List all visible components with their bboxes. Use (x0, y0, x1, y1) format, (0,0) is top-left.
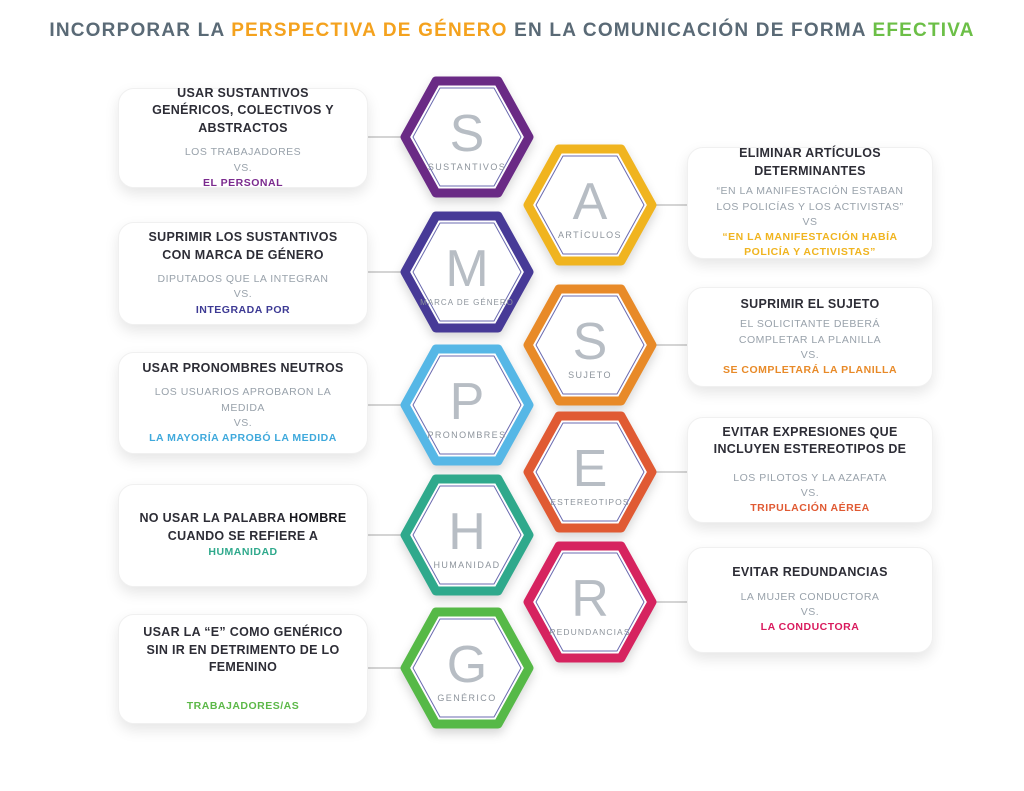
card-result: TRIPULACIÓN AÉREA (750, 502, 870, 515)
card-vs: VS. (800, 348, 820, 361)
hexagon-label: SUJETO (568, 370, 612, 380)
card-vs: VS (802, 215, 818, 228)
card-result: LA CONDUCTORA (760, 621, 860, 634)
card-result: LA MAYORÍA APROBÓ LA MEDIDA (149, 431, 337, 444)
card-title: USAR SUSTANTIVOS GENÉRICOS, COLECTIVOS Y ABSTRACTOS (152, 85, 334, 135)
card-estereotipos (687, 417, 933, 523)
card-title: USAR LA “E” COMO GENÉRICO SIN IR EN DETRIMENTO DE LO FEMENINO (143, 625, 343, 675)
hexagon-letter: E (572, 440, 608, 498)
card-result: TRABAJADORES/AS (186, 699, 300, 712)
hexagon-label: GENÉRICO (437, 693, 497, 703)
hexagon-humanidad (399, 471, 535, 599)
title-part-1: INCORPORAR LA (49, 20, 232, 41)
card-title: EVITAR REDUNDANCIAS (732, 565, 888, 580)
card-vs: VS. (800, 606, 820, 619)
hexagon-letter: H (448, 503, 486, 561)
hexagon-letter: S (572, 313, 608, 371)
card-title: SUPRIMIR LOS SUSTANTIVOS CON MARCA DE GÉNERO (148, 230, 338, 262)
hexagon-letter: A (572, 173, 608, 231)
card-redundancias (687, 547, 933, 653)
hexagon-label: REDUNDANCIAS (549, 627, 631, 637)
card-vs: VS. (233, 288, 253, 301)
hexagon-redundancias (522, 538, 658, 666)
hexagon-letter: S (449, 105, 485, 163)
page-title (0, 20, 1024, 42)
card-example: LA MUJER CONDUCTORA (740, 590, 880, 603)
card-title-pre: NO USAR LA PALABRA (139, 511, 290, 526)
card-result: SE COMPLETARÁ LA PLANILLA (722, 363, 898, 376)
title-highlight-genero: PERSPECTIVA DE GÉNERO (231, 20, 508, 41)
hexagon-estereotipos (522, 408, 658, 536)
hexagon-label: ARTÍCULOS (558, 230, 622, 240)
hexagon-label: SUSTANTIVOS (427, 162, 507, 172)
hexagon-label: MARCA DE GÉNERO (420, 298, 514, 307)
card-example: EL SOLICITANTE DEBERÁ COMPLETAR LA PLANILLA (738, 318, 882, 346)
hexagon-generico (399, 604, 535, 732)
card-example: DIPUTADOS QUE LA INTEGRAN (157, 273, 329, 286)
card-example: LOS PILOTOS Y LA AZAFATA (733, 471, 887, 484)
hexagon-articulos (522, 141, 658, 269)
hexagon-label: ESTEREOTIPOS (550, 497, 630, 507)
card-title: SUPRIMIR EL SUJETO (740, 296, 880, 311)
card-pronombres (118, 352, 368, 454)
card-title-bold-word: HOMBRE (289, 511, 347, 526)
card-result: INTEGRADA POR (195, 303, 291, 316)
card-example: LOS TRABAJADORES (184, 146, 302, 159)
card-sujeto (687, 287, 933, 387)
card-example: LOS USUARIOS APROBARON LA MEDIDA (154, 386, 332, 414)
hexagon-sustantivos (399, 73, 535, 201)
card-example: “EN LA MANIFESTACIÓN ESTABAN LOS POLICÍAS Y LOS ACTIVISTAS” (716, 185, 904, 213)
title-part-2: EN LA COMUNICACIÓN DE FORMA (507, 20, 873, 41)
hexagon-letter: P (449, 373, 485, 431)
hexagon-letter: M (445, 240, 489, 298)
card-title: USAR PRONOMBRES NEUTROS (142, 360, 344, 375)
card-vs: VS. (800, 486, 820, 499)
hexagon-label: PRONOMBRES (427, 430, 507, 440)
hexagon-label: HUMANIDAD (433, 560, 501, 570)
hexagon-pronombres (399, 341, 535, 469)
hexagon-marca-de-genero (399, 208, 535, 336)
hexagon-letter: R (571, 570, 609, 628)
card-result: EL PERSONAL (203, 176, 283, 189)
card-vs: VS. (233, 161, 253, 174)
title-highlight-efectiva: EFECTIVA (872, 20, 975, 41)
card-title (137, 510, 349, 545)
card-result: “EN LA MANIFESTACIÓN HABÍA POLICÍA Y ACTIVISTAS” (722, 231, 898, 259)
card-vs: VS. (233, 416, 253, 429)
card-articulos (687, 147, 933, 259)
hexagon-letter: G (446, 636, 488, 694)
card-marca-de-genero (118, 222, 368, 325)
card-generico (118, 614, 368, 724)
card-title: ELIMINAR ARTÍCULOS DETERMINANTES (739, 146, 881, 178)
card-title-post: CUANDO SE REFIERE A (167, 528, 319, 543)
card-title: EVITAR EXPRESIONES QUE INCLUYEN ESTEREOTIPOS DE (713, 424, 907, 457)
hexagon-sujeto (522, 281, 658, 409)
card-sustantivos (118, 85, 368, 189)
card-humanidad (118, 484, 368, 587)
card-result: HUMANIDAD (208, 546, 278, 559)
